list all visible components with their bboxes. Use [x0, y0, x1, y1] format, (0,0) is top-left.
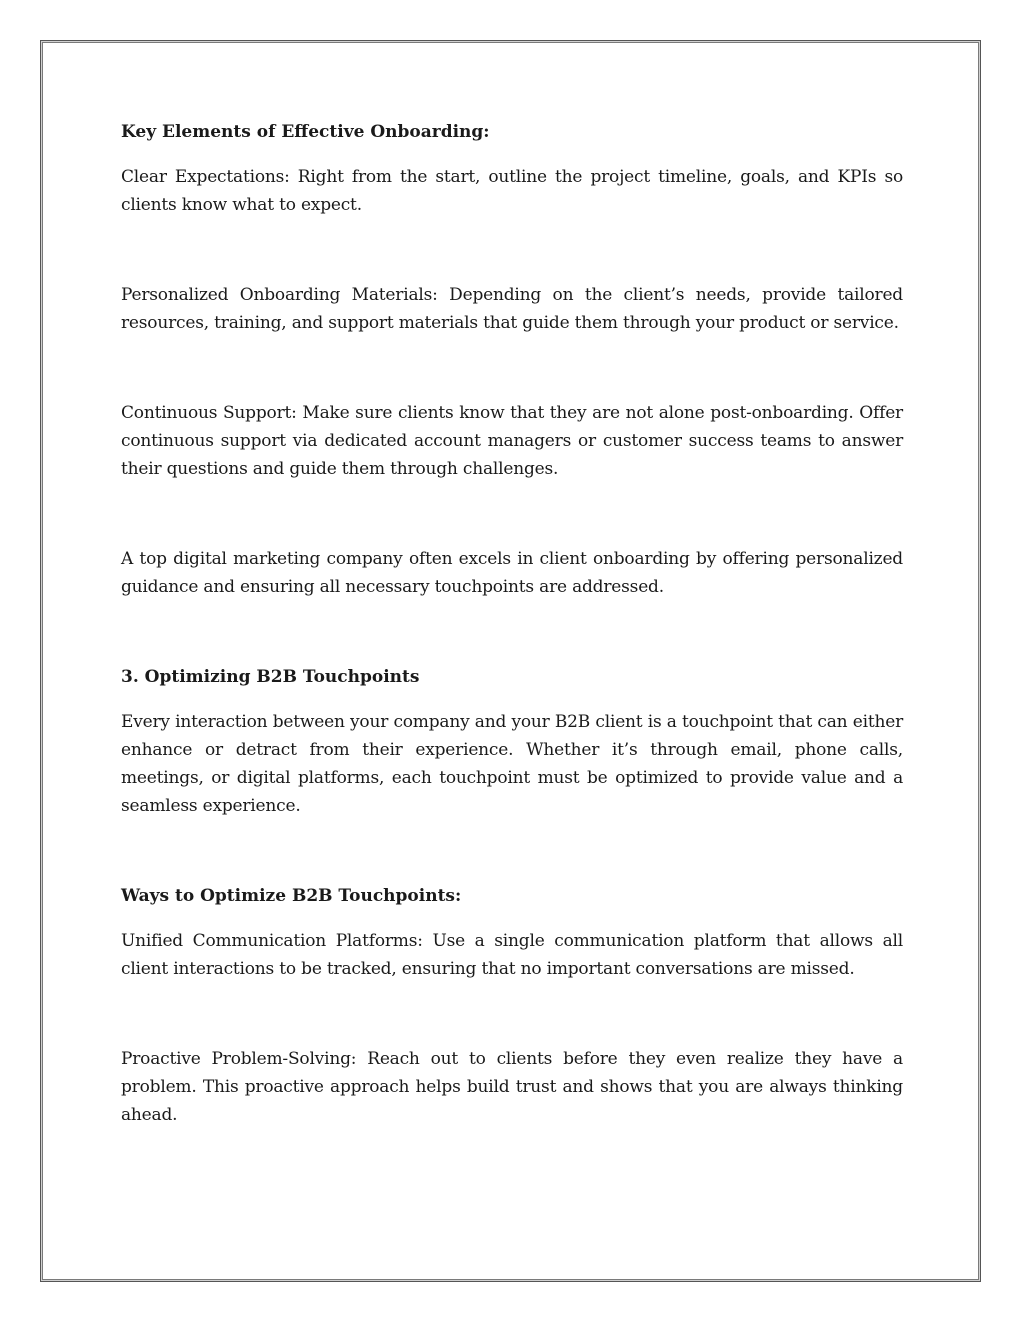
paragraph-proactive-problem-solving: Proactive Problem-Solving: Reach out to clients before they even realize they have a problem. This proactive approach helps build trust and shows that you are always thinking ahead.	[121, 1049, 903, 1125]
paragraph-unified-communication: Unified Communication Platforms: Use a single communication platform that allows all client interactions to be tracked, ensuring that no important conversations are missed.	[121, 931, 903, 979]
paragraph-continuous-support: Continuous Support: Make sure clients know that they are not alone post-onboarding. Offer continuous support via dedicated account managers or customer success teams to answer their questions and guide them through challenges.	[121, 403, 903, 479]
section-heading-ways-to-optimize: Ways to Optimize B2B Touchpoints:	[121, 886, 462, 906]
paragraph-personalized-materials: Personalized Onboarding Materials: Depending on the client’s needs, provide tailored resources, training, and support materials that guide them through your product or service.	[121, 285, 903, 333]
section-heading-optimizing-touchpoints: 3. Optimizing B2B Touchpoints	[121, 667, 420, 687]
paragraph-top-digital-marketing: A top digital marketing company often excels in client onboarding by offering personalized guidance and ensuring all necessary touchpoints are addressed.	[121, 549, 903, 597]
document-body	[121, 118, 903, 1129]
section-heading-onboarding: Key Elements of Effective Onboarding:	[121, 122, 490, 142]
paragraph-every-interaction: Every interaction between your company and your B2B client is a touchpoint that can either enhance or detract from their experience. Whether it’s through email, phone calls, meetings, or digital platforms, each touchpoint must be optimized to provide value and a seamless experience.	[121, 712, 903, 816]
paragraph-clear-expectations: Clear Expectations: Right from the start, outline the project timeline, goals, and KPIs so clients know what to expect.	[121, 167, 903, 215]
